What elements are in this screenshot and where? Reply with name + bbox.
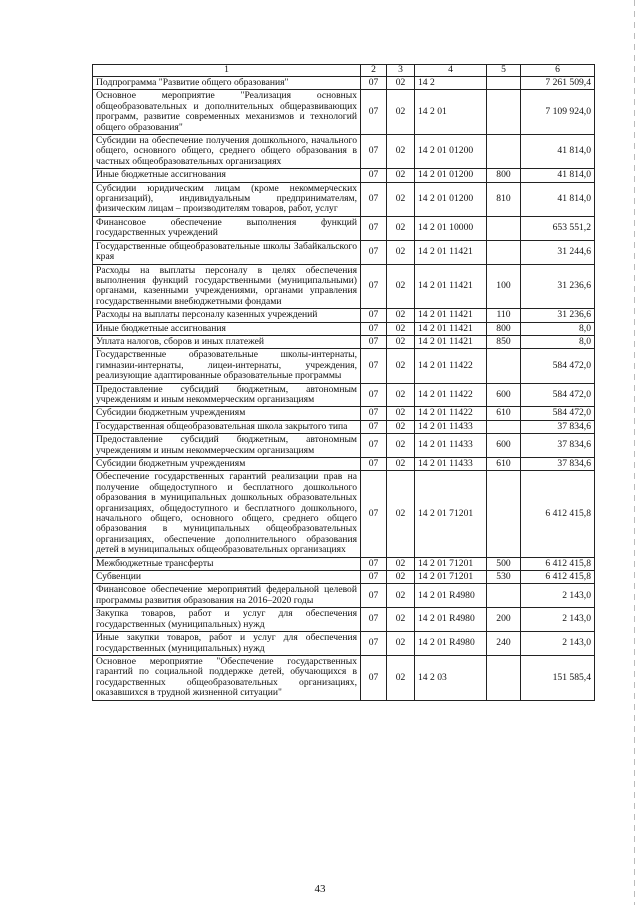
cell-target-item: 14 2 01 11433: [415, 458, 487, 471]
cell-name: Межбюджетные трансферты: [93, 557, 361, 570]
cell-expense-type: [487, 216, 521, 240]
cell-subsection: 02: [387, 135, 415, 169]
cell-name: Финансовое обеспечение мероприятий федеральной целевой программы развития образования на 2016–2020 годы: [93, 584, 361, 608]
table-row: [93, 240, 595, 264]
table-row: [93, 434, 595, 458]
cell-target-item: 14 2 01 11421: [415, 240, 487, 264]
cell-target-item: 14 2 01 01200: [415, 169, 487, 182]
cell-section: 07: [361, 632, 387, 656]
cell-subsection: 02: [387, 571, 415, 584]
cell-target-item: 14 2 01 R4980: [415, 584, 487, 608]
cell-subsection: 02: [387, 349, 415, 383]
cell-expense-type: 600: [487, 383, 521, 407]
cell-section: 07: [361, 135, 387, 169]
cell-name: Расходы на выплаты персоналу казенных учреждений: [93, 309, 361, 322]
cell-section: 07: [361, 335, 387, 348]
cell-expense-type: 810: [487, 182, 521, 216]
table-row: [93, 584, 595, 608]
cell-target-item: 14 2 01 11433: [415, 434, 487, 458]
cell-subsection: 02: [387, 216, 415, 240]
cell-expense-type: [487, 471, 521, 557]
cell-expense-type: [487, 240, 521, 264]
table-row: [93, 349, 595, 383]
cell-subsection: 02: [387, 335, 415, 348]
cell-section: 07: [361, 655, 387, 700]
cell-target-item: 14 2 01 11422: [415, 383, 487, 407]
cell-expense-type: 850: [487, 335, 521, 348]
cell-name: Предоставление субсидий бюджетным, автономным учреждениям и иным некоммерческим организациям: [93, 434, 361, 458]
cell-expense-type: 500: [487, 557, 521, 570]
cell-amount: 6 412 415,8: [521, 471, 595, 557]
table-row: [93, 655, 595, 700]
cell-name: Уплата налогов, сборов и иных платежей: [93, 335, 361, 348]
cell-section: 07: [361, 240, 387, 264]
cell-target-item: 14 2 01 71201: [415, 571, 487, 584]
cell-name: Закупка товаров, работ и услуг для обеспечения государственных (муниципальных) нужд: [93, 608, 361, 632]
cell-amount: 6 412 415,8: [521, 571, 595, 584]
cell-section: 07: [361, 434, 387, 458]
cell-section: 07: [361, 169, 387, 182]
table-row: [93, 309, 595, 322]
cell-target-item: 14 2: [415, 77, 487, 90]
table-row: [93, 335, 595, 348]
table-row: [93, 77, 595, 90]
cell-subsection: 02: [387, 584, 415, 608]
cell-amount: 37 834,6: [521, 458, 595, 471]
table-body: [93, 77, 595, 701]
table-header-row: [93, 65, 595, 77]
cell-section: 07: [361, 584, 387, 608]
cell-expense-type: [487, 135, 521, 169]
cell-target-item: 14 2 01 11421: [415, 264, 487, 309]
table-row: [93, 322, 595, 335]
cell-name: Государственные образовательные школы-интернаты, гимназии-интернаты, лицеи-интернаты, учреждения, реализующие адаптированные образовательные программы: [93, 349, 361, 383]
table-row: [93, 632, 595, 656]
cell-target-item: 14 2 01 71201: [415, 557, 487, 570]
cell-name: Субсидии юридическим лицам (кроме некоммерческих организаций), индивидуальным предпринимателям, физическим лицам – производителям товаров, работ, услуг: [93, 182, 361, 216]
cell-target-item: 14 2 01 11421: [415, 322, 487, 335]
cell-target-item: 14 2 01 11433: [415, 420, 487, 433]
cell-expense-type: 610: [487, 458, 521, 471]
cell-expense-type: [487, 584, 521, 608]
cell-expense-type: [487, 420, 521, 433]
budget-table: [92, 64, 595, 701]
cell-amount: 37 834,6: [521, 434, 595, 458]
cell-expense-type: 240: [487, 632, 521, 656]
table-row: [93, 407, 595, 420]
cell-section: 07: [361, 471, 387, 557]
cell-section: 07: [361, 182, 387, 216]
cell-target-item: 14 2 01 71201: [415, 471, 487, 557]
cell-amount: 584 472,0: [521, 349, 595, 383]
table-row: [93, 458, 595, 471]
cell-section: 07: [361, 309, 387, 322]
cell-section: 07: [361, 77, 387, 90]
cell-subsection: 02: [387, 655, 415, 700]
table-row: [93, 135, 595, 169]
cell-amount: 2 143,0: [521, 608, 595, 632]
table-row: [93, 471, 595, 557]
cell-section: 07: [361, 420, 387, 433]
cell-amount: 37 834,6: [521, 420, 595, 433]
cell-name: Предоставление субсидий бюджетным, автономным учреждениям и иным некоммерческим организациям: [93, 383, 361, 407]
cell-amount: 584 472,0: [521, 383, 595, 407]
table-row: [93, 90, 595, 135]
cell-subsection: 02: [387, 608, 415, 632]
cell-subsection: 02: [387, 169, 415, 182]
cell-amount: 2 143,0: [521, 584, 595, 608]
cell-subsection: 02: [387, 309, 415, 322]
cell-expense-type: 110: [487, 309, 521, 322]
cell-section: 07: [361, 407, 387, 420]
cell-section: 07: [361, 557, 387, 570]
page-number: 43: [314, 883, 326, 895]
cell-amount: 41 814,0: [521, 169, 595, 182]
cell-subsection: 02: [387, 383, 415, 407]
cell-name: Подпрограмма "Развитие общего образования": [93, 77, 361, 90]
table-row: [93, 383, 595, 407]
header-col-4: 4: [415, 65, 487, 77]
cell-amount: 31 236,6: [521, 264, 595, 309]
cell-subsection: 02: [387, 322, 415, 335]
cell-name: Основное мероприятие "Реализация основных общеобразовательных и дополнительных общеразвивающих программ, развитие современных механизмов и технологий общего образования": [93, 90, 361, 135]
cell-expense-type: 800: [487, 322, 521, 335]
cell-subsection: 02: [387, 264, 415, 309]
table-row: [93, 571, 595, 584]
cell-section: 07: [361, 349, 387, 383]
table-row: [93, 169, 595, 182]
cell-target-item: 14 2 01: [415, 90, 487, 135]
cell-name: Субсидии на обеспечение получения дошкольного, начального общего, основного общего, среднего общего образования в частных общеобразовательных организациях: [93, 135, 361, 169]
cell-subsection: 02: [387, 434, 415, 458]
cell-name: Субвенции: [93, 571, 361, 584]
cell-section: 07: [361, 264, 387, 309]
cell-target-item: 14 2 01 R4980: [415, 632, 487, 656]
table-row: [93, 182, 595, 216]
cell-subsection: 02: [387, 407, 415, 420]
cell-amount: 8,0: [521, 335, 595, 348]
table-row: [93, 608, 595, 632]
cell-amount: 7 109 924,0: [521, 90, 595, 135]
cell-expense-type: 530: [487, 571, 521, 584]
header-col-5: 5: [487, 65, 521, 77]
cell-amount: 41 814,0: [521, 182, 595, 216]
header-col-1: 1: [93, 65, 361, 77]
cell-name: Субсидии бюджетным учреждениям: [93, 407, 361, 420]
table-row: [93, 420, 595, 433]
cell-subsection: 02: [387, 240, 415, 264]
cell-name: Субсидии бюджетным учреждениям: [93, 458, 361, 471]
cell-section: 07: [361, 571, 387, 584]
cell-amount: 31 244,6: [521, 240, 595, 264]
cell-subsection: 02: [387, 182, 415, 216]
cell-target-item: 14 2 01 01200: [415, 182, 487, 216]
cell-amount: 31 236,6: [521, 309, 595, 322]
cell-name: Основное мероприятие "Обеспечение государственных гарантий по социальной поддержке детей, обучающихся в государственных общеобразовательных организациях, оказавшихся в трудной жизненной ситуации": [93, 655, 361, 700]
cell-expense-type: [487, 349, 521, 383]
cell-section: 07: [361, 216, 387, 240]
header-col-2: 2: [361, 65, 387, 77]
cell-section: 07: [361, 458, 387, 471]
cell-section: 07: [361, 322, 387, 335]
cell-amount: 653 551,2: [521, 216, 595, 240]
cell-amount: 584 472,0: [521, 407, 595, 420]
cell-name: Иные бюджетные ассигнования: [93, 169, 361, 182]
cell-name: Иные бюджетные ассигнования: [93, 322, 361, 335]
cell-expense-type: [487, 655, 521, 700]
cell-name: Государственная общеобразовательная школа закрытого типа: [93, 420, 361, 433]
cell-target-item: 14 2 01 R4980: [415, 608, 487, 632]
cell-amount: 6 412 415,8: [521, 557, 595, 570]
cell-target-item: 14 2 03: [415, 655, 487, 700]
scan-edge: [634, 0, 635, 905]
cell-expense-type: 200: [487, 608, 521, 632]
cell-expense-type: 100: [487, 264, 521, 309]
cell-expense-type: [487, 77, 521, 90]
cell-subsection: 02: [387, 557, 415, 570]
cell-subsection: 02: [387, 458, 415, 471]
cell-name: Обеспечение государственных гарантий реализации прав на получение общедоступного и бесплатного дошкольного образования в муниципальных дошкольных образовательных организациях, общедоступного и бесплатного дошкольного, начального общего, основного общего, среднего общего образования в муниципальных общеобразовательных организациях, обеспечение дополнительного образования детей в муниципальных общеобразовательных организациях: [93, 471, 361, 557]
cell-amount: 8,0: [521, 322, 595, 335]
cell-amount: 41 814,0: [521, 135, 595, 169]
cell-subsection: 02: [387, 77, 415, 90]
table-row: [93, 264, 595, 309]
cell-subsection: 02: [387, 471, 415, 557]
cell-amount: 151 585,4: [521, 655, 595, 700]
cell-section: 07: [361, 608, 387, 632]
cell-expense-type: [487, 90, 521, 135]
cell-target-item: 14 2 01 11421: [415, 309, 487, 322]
cell-amount: 2 143,0: [521, 632, 595, 656]
cell-expense-type: 600: [487, 434, 521, 458]
cell-section: 07: [361, 383, 387, 407]
cell-name: Государственные общеобразовательные школы Забайкальского края: [93, 240, 361, 264]
cell-name: Иные закупки товаров, работ и услуг для обеспечения государственных (муниципальных) нужд: [93, 632, 361, 656]
cell-name: Расходы на выплаты персоналу в целях обеспечения выполнения функций государственными (муниципальными) органами, казенными учреждениями, органами управления государственными внебюджетными фондами: [93, 264, 361, 309]
cell-target-item: 14 2 01 10000: [415, 216, 487, 240]
cell-name: Финансовое обеспечение выполнения функций государственных учреждений: [93, 216, 361, 240]
cell-expense-type: 610: [487, 407, 521, 420]
cell-subsection: 02: [387, 632, 415, 656]
header-col-3: 3: [387, 65, 415, 77]
table-row: [93, 557, 595, 570]
cell-target-item: 14 2 01 01200: [415, 135, 487, 169]
cell-target-item: 14 2 01 11422: [415, 407, 487, 420]
cell-subsection: 02: [387, 420, 415, 433]
header-col-6: 6: [521, 65, 595, 77]
cell-section: 07: [361, 90, 387, 135]
cell-amount: 7 261 509,4: [521, 77, 595, 90]
table-row: [93, 216, 595, 240]
cell-target-item: 14 2 01 11422: [415, 349, 487, 383]
cell-expense-type: 800: [487, 169, 521, 182]
cell-subsection: 02: [387, 90, 415, 135]
cell-target-item: 14 2 01 11421: [415, 335, 487, 348]
